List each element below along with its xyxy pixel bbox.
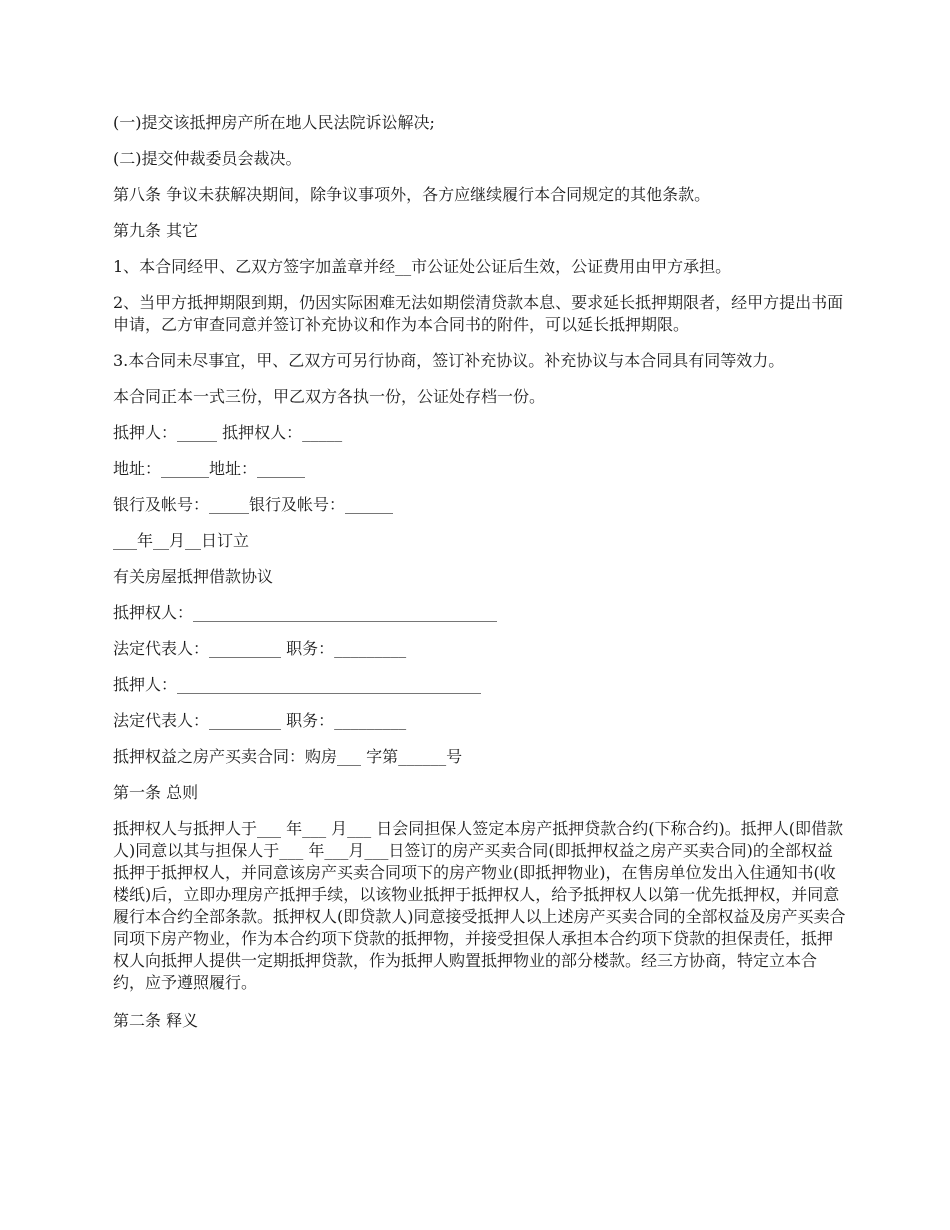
purchase-contract-number: 抵押权益之房产买卖合同：购房___ 字第______号 — [113, 747, 463, 766]
signing-date: ___年__月__日订立 — [113, 531, 250, 550]
signature-bank-account: 银行及帐号：_____银行及帐号：______ — [113, 495, 394, 514]
article-9-heading: 第九条 其它 — [113, 221, 199, 240]
copies-clause: 本合同正本一式三份，甲乙双方各执一份，公证处存档一份。 — [113, 387, 546, 406]
article-9-item-3: 3.本合同未尽事宜，甲、乙双方可另行协商，签订补充协议。补充协议与本合同具有同等效力。 — [113, 351, 785, 370]
article-9-item-1: 1、本合同经甲、乙双方签字加盖章并经__市公证处公证后生效，公证费用由甲方承担。 — [113, 257, 732, 276]
signature-parties: 抵押人：_____ 抵押权人：_____ — [113, 423, 343, 442]
article-9-item-2: 2、当甲方抵押期限到期，仍因实际困难无法如期偿清贷款本息、要求延长抵押期限者，经甲方提出书面申请，乙方审查同意并签订补充协议和作为本合同书的附件，可以延长抵押期限。 — [113, 293, 844, 334]
clause-litigation: (一)提交该抵押房产所在地人民法院诉讼解决; — [113, 113, 435, 132]
mortgagor-field: 抵押人：______________________________________ — [113, 675, 482, 694]
mortgagee-field: 抵押权人：______________________________________ — [113, 603, 498, 622]
agreement-title: 有关房屋抵押借款协议 — [113, 567, 274, 586]
article-1-heading: 第一条 总则 — [113, 783, 199, 802]
article-2-heading: 第二条 释义 — [113, 1011, 199, 1030]
article-8: 第八条 争议未获解决期间，除争议事项外，各方应继续履行本合同规定的其他条款。 — [113, 185, 711, 204]
article-1-body: 抵押权人与抵押人于___ 年___ 月___ 日会同担保人签定本房产抵押贷款合约(下称合约)。抵押人(即借款人)同意以其与担保人于___ 年___月___日签订的房产买卖合同(即抵押权益之房产买卖合同)的全部权益抵押于抵押权人，并同意该房产买卖合同项下的房产物业(即抵押物业)，在售房单位发出入住通知书(收楼纸)后，立即办理房产抵押手续，以该物业抵押于抵押权人，给予抵押权人以第一优先抵押权，并同意履行本合约全部条款。抵押权人(即贷款人)同意接受抵押人以上述房产买卖合同的全部权益及房产买卖合同项下房产物业，作为本合约项下贷款的抵押物，并接受担保人承担本合约项下贷款的担保责任，抵押权人向抵押人提供一定期抵押贷款，作为抵押人购置抵押物业的部分楼款。经三方协商，特定立本合约，应予遵照履行。 — [113, 819, 846, 992]
mortgagor-representative-field: 法定代表人：_________ 职务：_________ — [113, 711, 407, 730]
signature-address: 地址：______地址：______ — [113, 459, 306, 478]
clause-arbitration: (二)提交仲裁委员会裁决。 — [113, 149, 302, 168]
document-page — [113, 112, 848, 1032]
mortgagee-representative-field: 法定代表人：_________ 职务：_________ — [113, 639, 407, 658]
